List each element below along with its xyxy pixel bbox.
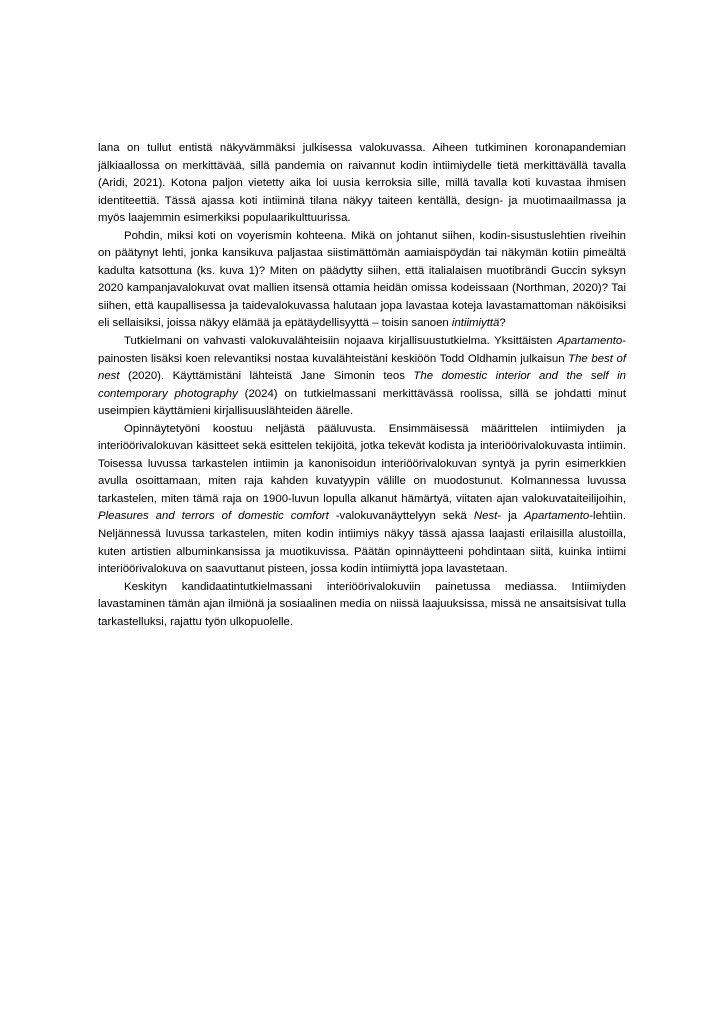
text-run: Pohdin, miksi koti on voyerismin kohteena. Mikä on johtanut siihen, kodin-sisustuslehtien riveihin on päätynyt lehti, jonka kansikuva paljastaa siistimättömän aamiaispöydän tai näkymän kotiin pimeältä kadulta katsottuna (ks. kuva 1)? Miten on päädytty siihen, että italialaisen muotibrändi Guccin syksyn 2020 kampanjavalokuvat ovat mallien itsensä ottamia heidän omissa kodeissaan (Northman, 2020)? Tai siihen, että kaupallisessa ja taidevalokuvassa halutaan jopa lavastaa koteja lavastamattoman näköisiksi eli sellaisiksi, joissa näkyy elämää ja epätäydellisyyttä – toisin sanoen: [98, 229, 626, 330]
text-run: -painosten lisäksi koen relevantiksi nostaa kuvalähteistäni keskiöön Todd Oldhamin julkaisun: [98, 335, 626, 365]
text-run: (2020). Käyttämistäni lähteistä Jane Simonin teos: [119, 370, 414, 383]
text-run: (2024) on tutkielmassani merkittävässä roolissa, sillä se johdatti minut useimpien käyttämieni kirjallisuuslähteiden äärelle.: [98, 387, 626, 418]
text-run: -valokuvanäyttelyyn sekä: [328, 510, 474, 523]
italic-run: Pleasures and terrors of domestic comfort: [98, 510, 329, 523]
paragraph: [98, 421, 626, 579]
text-run: -lehtiin. Neljännessä luvussa tarkastelen, miten kodin intiimiys näkyy tässä ajassa laajasti erilaisilla alustoilla, kuten artistien albuminkansissa ja muotikuvissa. Päätän opinnäytteeni pohdintaan siitä, kuinka intiimi interiöörivalokuva on saavuttanut pisteen, jossa kodin intiimiyttä jopa lavastetaan.: [98, 510, 626, 576]
text-run: ?: [499, 317, 506, 330]
paragraph: [98, 228, 626, 333]
body-text-column: [98, 140, 626, 631]
italic-run: The best of nest: [98, 352, 626, 383]
italic-run: Apartamento: [524, 510, 590, 523]
text-run: Keskityn kandidaatintutkielmassani interiöörivalokuviin painetussa mediassa. Intiimiyden lavastaminen tämän ajan ilmiönä ja sosiaalinen media on niissä laajuuksissa, missä ne ansaitsisivat tulla tarkastelluksi, rajattu työn ulkopuolelle.: [98, 580, 626, 628]
text-run: Tutkielmani on vahvasti valokuvalähteisiin nojaava kirjallisuustutkielma. Yksittäisten: [124, 335, 557, 348]
paragraph: [98, 140, 626, 228]
paragraph: [98, 579, 626, 632]
paragraph: [98, 333, 626, 421]
text-run: lana on tullut entistä näkyvämmäksi julkisessa valokuvassa. Aiheen tutkiminen koronapandemian jälkiaallossa on merkittävää, sillä pandemia on raivannut kodin intiimiydelle tietä merkittävällä tavalla (Aridi, 2021). Kotona paljon vietetty aika loi uusia kerroksia sille, millä tavalla koti kuvastaa ihmisen identiteettiä. Tässä ajassa koti intiiminä tilana näkyy taiteen kentällä, design- ja muotimaailmassa ja myös laajemmin esimerkiksi populaarikulttuurissa.: [98, 142, 626, 225]
italic-run: intiimiyttä: [451, 317, 500, 330]
italic-run: Nest: [473, 510, 498, 523]
italic-run: The domestic interior and the self in contemporary photography: [98, 370, 626, 400]
italic-run: Apartamento: [556, 335, 623, 348]
text-run: - ja: [497, 510, 525, 523]
text-run: Opinnäytetyöni koostuu neljästä pääluvusta. Ensimmäisessä määrittelen intiimiyden ja interiöörivalokuvan käsitteet sekä esittelen tekijöitä, jotka tekevät kodista ja interiöörivalokuvasta intiimin. Toisessa luvussa tarkastelen intiimin ja kanonisoidun interiöörivalokuvan syntyä ja pyrin esimerkkien avulla osoittamaan, miten raja kahden kuvatyypin välille on muodostunut. Kolmannessa luvussa tarkastelen, miten tämä raja on 1900-luvun lopulla alkanut hämärtyä, viitaten ajan valokuvataiteilijoihin,: [98, 422, 626, 505]
